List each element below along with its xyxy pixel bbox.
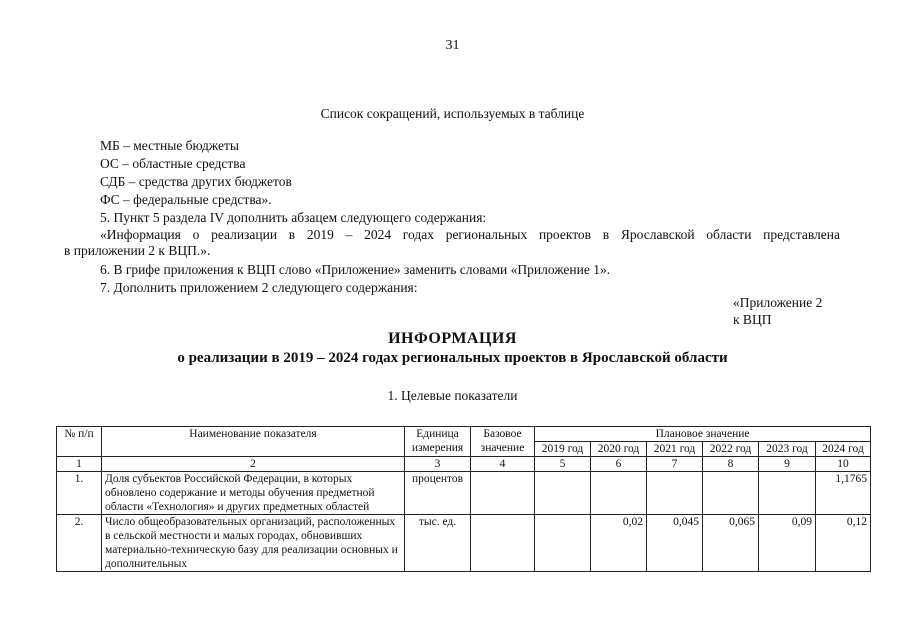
indicator-value-2023: 0,09 bbox=[759, 515, 816, 572]
table-row bbox=[57, 472, 871, 515]
indicator-value-2022: 0,065 bbox=[703, 515, 759, 572]
paragraph-6: 6. В грифе приложения к ВЦП слово «Приложение» заменить словами «Приложение 1». bbox=[100, 262, 611, 277]
abbreviation-item: ОС – областные средства bbox=[100, 156, 246, 171]
header-year: 2021 год bbox=[647, 442, 703, 457]
header-year: 2023 год bbox=[759, 442, 816, 457]
indicator-value-2024: 0,12 bbox=[816, 515, 871, 572]
column-number: 4 bbox=[471, 457, 535, 472]
appendix-label-line-2: к ВЦП bbox=[733, 312, 772, 327]
header-base: Базовое значение bbox=[471, 427, 535, 457]
indicator-value-2023 bbox=[759, 472, 816, 515]
row-number: 1. bbox=[57, 472, 102, 515]
indicator-value-2020 bbox=[591, 472, 647, 515]
indicator-name: Число общеобразовательных организаций, расположенных в сельской местности и малых городах, обновивших материально-техническую базу для реализации основных и дополнительных bbox=[105, 516, 398, 570]
indicator-base bbox=[471, 515, 535, 572]
column-number: 8 bbox=[703, 457, 759, 472]
header-num: № п/п bbox=[57, 427, 102, 457]
column-number: 10 bbox=[816, 457, 871, 472]
column-number: 3 bbox=[405, 457, 471, 472]
header-planned: Плановое значение bbox=[535, 427, 871, 442]
abbreviation-item: СДБ – средства других бюджетов bbox=[100, 174, 292, 189]
paragraph-5: 5. Пункт 5 раздела IV дополнить абзацем следующего содержания: bbox=[100, 210, 487, 225]
column-number: 7 bbox=[647, 457, 703, 472]
paragraph-7: 7. Дополнить приложением 2 следующего содержания: bbox=[100, 280, 418, 295]
row-number: 2. bbox=[57, 515, 102, 572]
column-number: 9 bbox=[759, 457, 816, 472]
indicator-unit: тыс. ед. bbox=[405, 515, 471, 572]
quote-line-2: в приложении 2 к ВЦП.». bbox=[64, 243, 211, 258]
column-number: 6 bbox=[591, 457, 647, 472]
column-number: 2 bbox=[102, 457, 405, 472]
indicator-value-2019 bbox=[535, 472, 591, 515]
appendix-label-line-1: «Приложение 2 bbox=[733, 295, 823, 310]
indicator-value-2019 bbox=[535, 515, 591, 572]
section-title: 1. Целевые показатели bbox=[387, 388, 518, 403]
header-year: 2020 год bbox=[591, 442, 647, 457]
indicator-value-2021 bbox=[647, 472, 703, 515]
info-subtitle: о реализации в 2019 – 2024 годах региональных проектов в Ярославской области bbox=[177, 350, 728, 366]
quote-line-1: «Информация о реализации в 2019 – 2024 годах региональных проектов в Ярославской области представлена bbox=[100, 227, 840, 242]
page-number: 31 bbox=[445, 38, 460, 53]
indicator-value-2020: 0,02 bbox=[591, 515, 647, 572]
indicator-value-2021: 0,045 bbox=[647, 515, 703, 572]
column-number: 5 bbox=[535, 457, 591, 472]
abbreviation-item: МБ – местные бюджеты bbox=[100, 138, 239, 153]
indicator-name: Доля субъектов Российской Федерации, в которых обновлено содержание и методы обучения предметной области «Технология» и других предметных областей bbox=[102, 472, 405, 515]
column-number: 1 bbox=[57, 457, 102, 472]
indicators-table bbox=[56, 426, 871, 572]
indicator-value-2022 bbox=[703, 472, 759, 515]
indicator-unit: процентов bbox=[405, 472, 471, 515]
abbreviations-heading: Список сокращений, используемых в таблице bbox=[320, 106, 585, 121]
table-row bbox=[57, 515, 871, 572]
indicator-base bbox=[471, 472, 535, 515]
header-name: Наименование показателя bbox=[102, 427, 405, 457]
header-year: 2024 год bbox=[816, 442, 871, 457]
info-title: ИНФОРМАЦИЯ bbox=[388, 330, 517, 347]
header-unit: Единица измерения bbox=[405, 427, 471, 457]
indicator-value-2024: 1,1765 bbox=[816, 472, 871, 515]
header-year: 2019 год bbox=[535, 442, 591, 457]
header-year: 2022 год bbox=[703, 442, 759, 457]
column-number-row bbox=[57, 457, 871, 472]
table-header-row bbox=[57, 427, 871, 442]
abbreviation-item: ФС – федеральные средства». bbox=[100, 192, 272, 207]
